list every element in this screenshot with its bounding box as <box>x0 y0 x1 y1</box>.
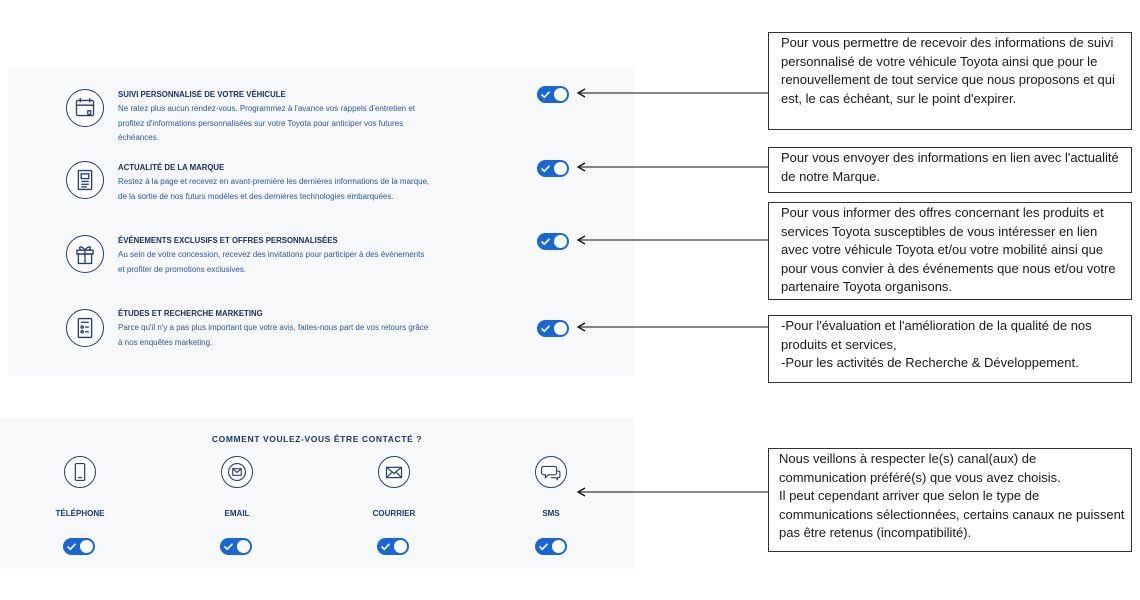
phone-toggle[interactable] <box>63 538 95 555</box>
check-icon <box>540 323 551 334</box>
note-text: Nous veillons à respecter le(s) canal(aux) de communication préféré(s) que vous avez choisis. Il peut cependant arriver que selon le type de communications sélectionnées, certains canaux ne puissent pas être retenus (incompatibilité). <box>779 451 1125 541</box>
phone-icon <box>64 456 96 488</box>
sms-icon <box>535 456 567 488</box>
news-icon <box>66 161 104 199</box>
annotation-arrow <box>576 487 768 497</box>
preference-title: ACTUALITÉ DE LA MARQUE <box>118 163 225 172</box>
check-icon <box>540 236 551 247</box>
check-icon <box>540 89 551 100</box>
annotation-arrow <box>576 322 768 332</box>
preference-item-events-offers <box>118 235 433 277</box>
note-text: Pour vous informer des offres concernant les produits et services Toyota susceptibles de vous intéresser en lien avec votre véhicule Toyota et/ou votre mobilité ainsi que pour vous convier à des événements que nous et/ou votre partenaire Toyota organisons. <box>781 205 1116 295</box>
note-events-offers <box>768 202 1132 300</box>
gift-icon <box>66 235 104 273</box>
courrier-toggle[interactable] <box>377 538 409 555</box>
channel-label-phone: TÉLÉPHONE <box>55 509 105 518</box>
check-icon <box>540 163 551 174</box>
note-contact-channels <box>768 448 1132 552</box>
preference-description: Parce qu'il n'y a pas plus important que votre avis, faites-nous part de vos retours grâce à nos enquêtes marketing. <box>118 323 429 347</box>
check-icon <box>380 541 391 552</box>
annotation-arrow <box>576 235 768 245</box>
events-offers-toggle[interactable] <box>537 233 569 250</box>
preference-item-vehicle-follow-up <box>118 89 433 146</box>
preference-title: ÉVÉNEMENTS EXCLUSIFS ET OFFRES PERSONNALISÉES <box>118 236 338 245</box>
note-vehicle-follow-up <box>768 32 1132 130</box>
preference-description: Au sein de votre concession, recevez des invitations pour participer à des événements et profiter de promotions exclusives. <box>118 250 425 274</box>
check-icon <box>223 541 234 552</box>
brand-news-toggle[interactable] <box>537 160 569 177</box>
calendar-icon <box>66 89 104 127</box>
annotation-arrow <box>576 88 768 98</box>
marketing-research-toggle[interactable] <box>537 320 569 337</box>
preference-item-brand-news <box>118 162 433 204</box>
channel-label-sms: SMS <box>542 509 560 518</box>
mail-envelope-icon <box>378 456 410 488</box>
preference-title: ÉTUDES ET RECHERCHE MARKETING <box>118 309 263 318</box>
note-text: Pour vous envoyer des informations en lien avec l'actualité de notre Marque. <box>781 150 1119 184</box>
email-icon <box>221 456 253 488</box>
email-toggle[interactable] <box>220 538 252 555</box>
note-text: -Pour l'évaluation et l'amélioration de la qualité de nos produits et services, -Pour les activités de Recherche & Développement. <box>781 318 1092 371</box>
note-brand-news <box>768 147 1132 193</box>
preference-description: Restez à la page et recevez en avant-première les dernières informations de la marque, de la sortie de nos futurs modèles et des dernières technologies embarquées. <box>118 177 430 201</box>
preference-description: Ne ratez plus aucun rendez-vous. Programmez à l'avance vos rappels d'entretien et profitez d'informations personnalisées sur votre Toyota pour anticiper vos futures échéances. <box>118 104 415 142</box>
contact-heading: COMMENT VOULEZ-VOUS ÊTRE CONTACTÉ ? <box>211 434 423 444</box>
check-icon <box>66 541 77 552</box>
sms-toggle[interactable] <box>535 538 567 555</box>
preference-item-marketing-research <box>118 308 433 350</box>
note-text: Pour vous permettre de recevoir des informations de suivi personnalisé de votre véhicule Toyota ainsi que pour le renouvellement de tout service que nous proposons et qui est, le cas échéant, sur le point d'expirer. <box>781 35 1115 106</box>
note-marketing-research <box>768 315 1132 383</box>
annotation-arrow <box>576 162 768 172</box>
channel-label-courrier: COURRIER <box>372 509 416 518</box>
preference-title: SUIVI PERSONNALISÉ DE VOTRE VÉHICULE <box>118 90 286 99</box>
check-icon <box>538 541 549 552</box>
channel-label-email: EMAIL <box>224 509 250 518</box>
vehicle-follow-up-toggle[interactable] <box>537 86 569 103</box>
survey-icon <box>66 309 104 347</box>
